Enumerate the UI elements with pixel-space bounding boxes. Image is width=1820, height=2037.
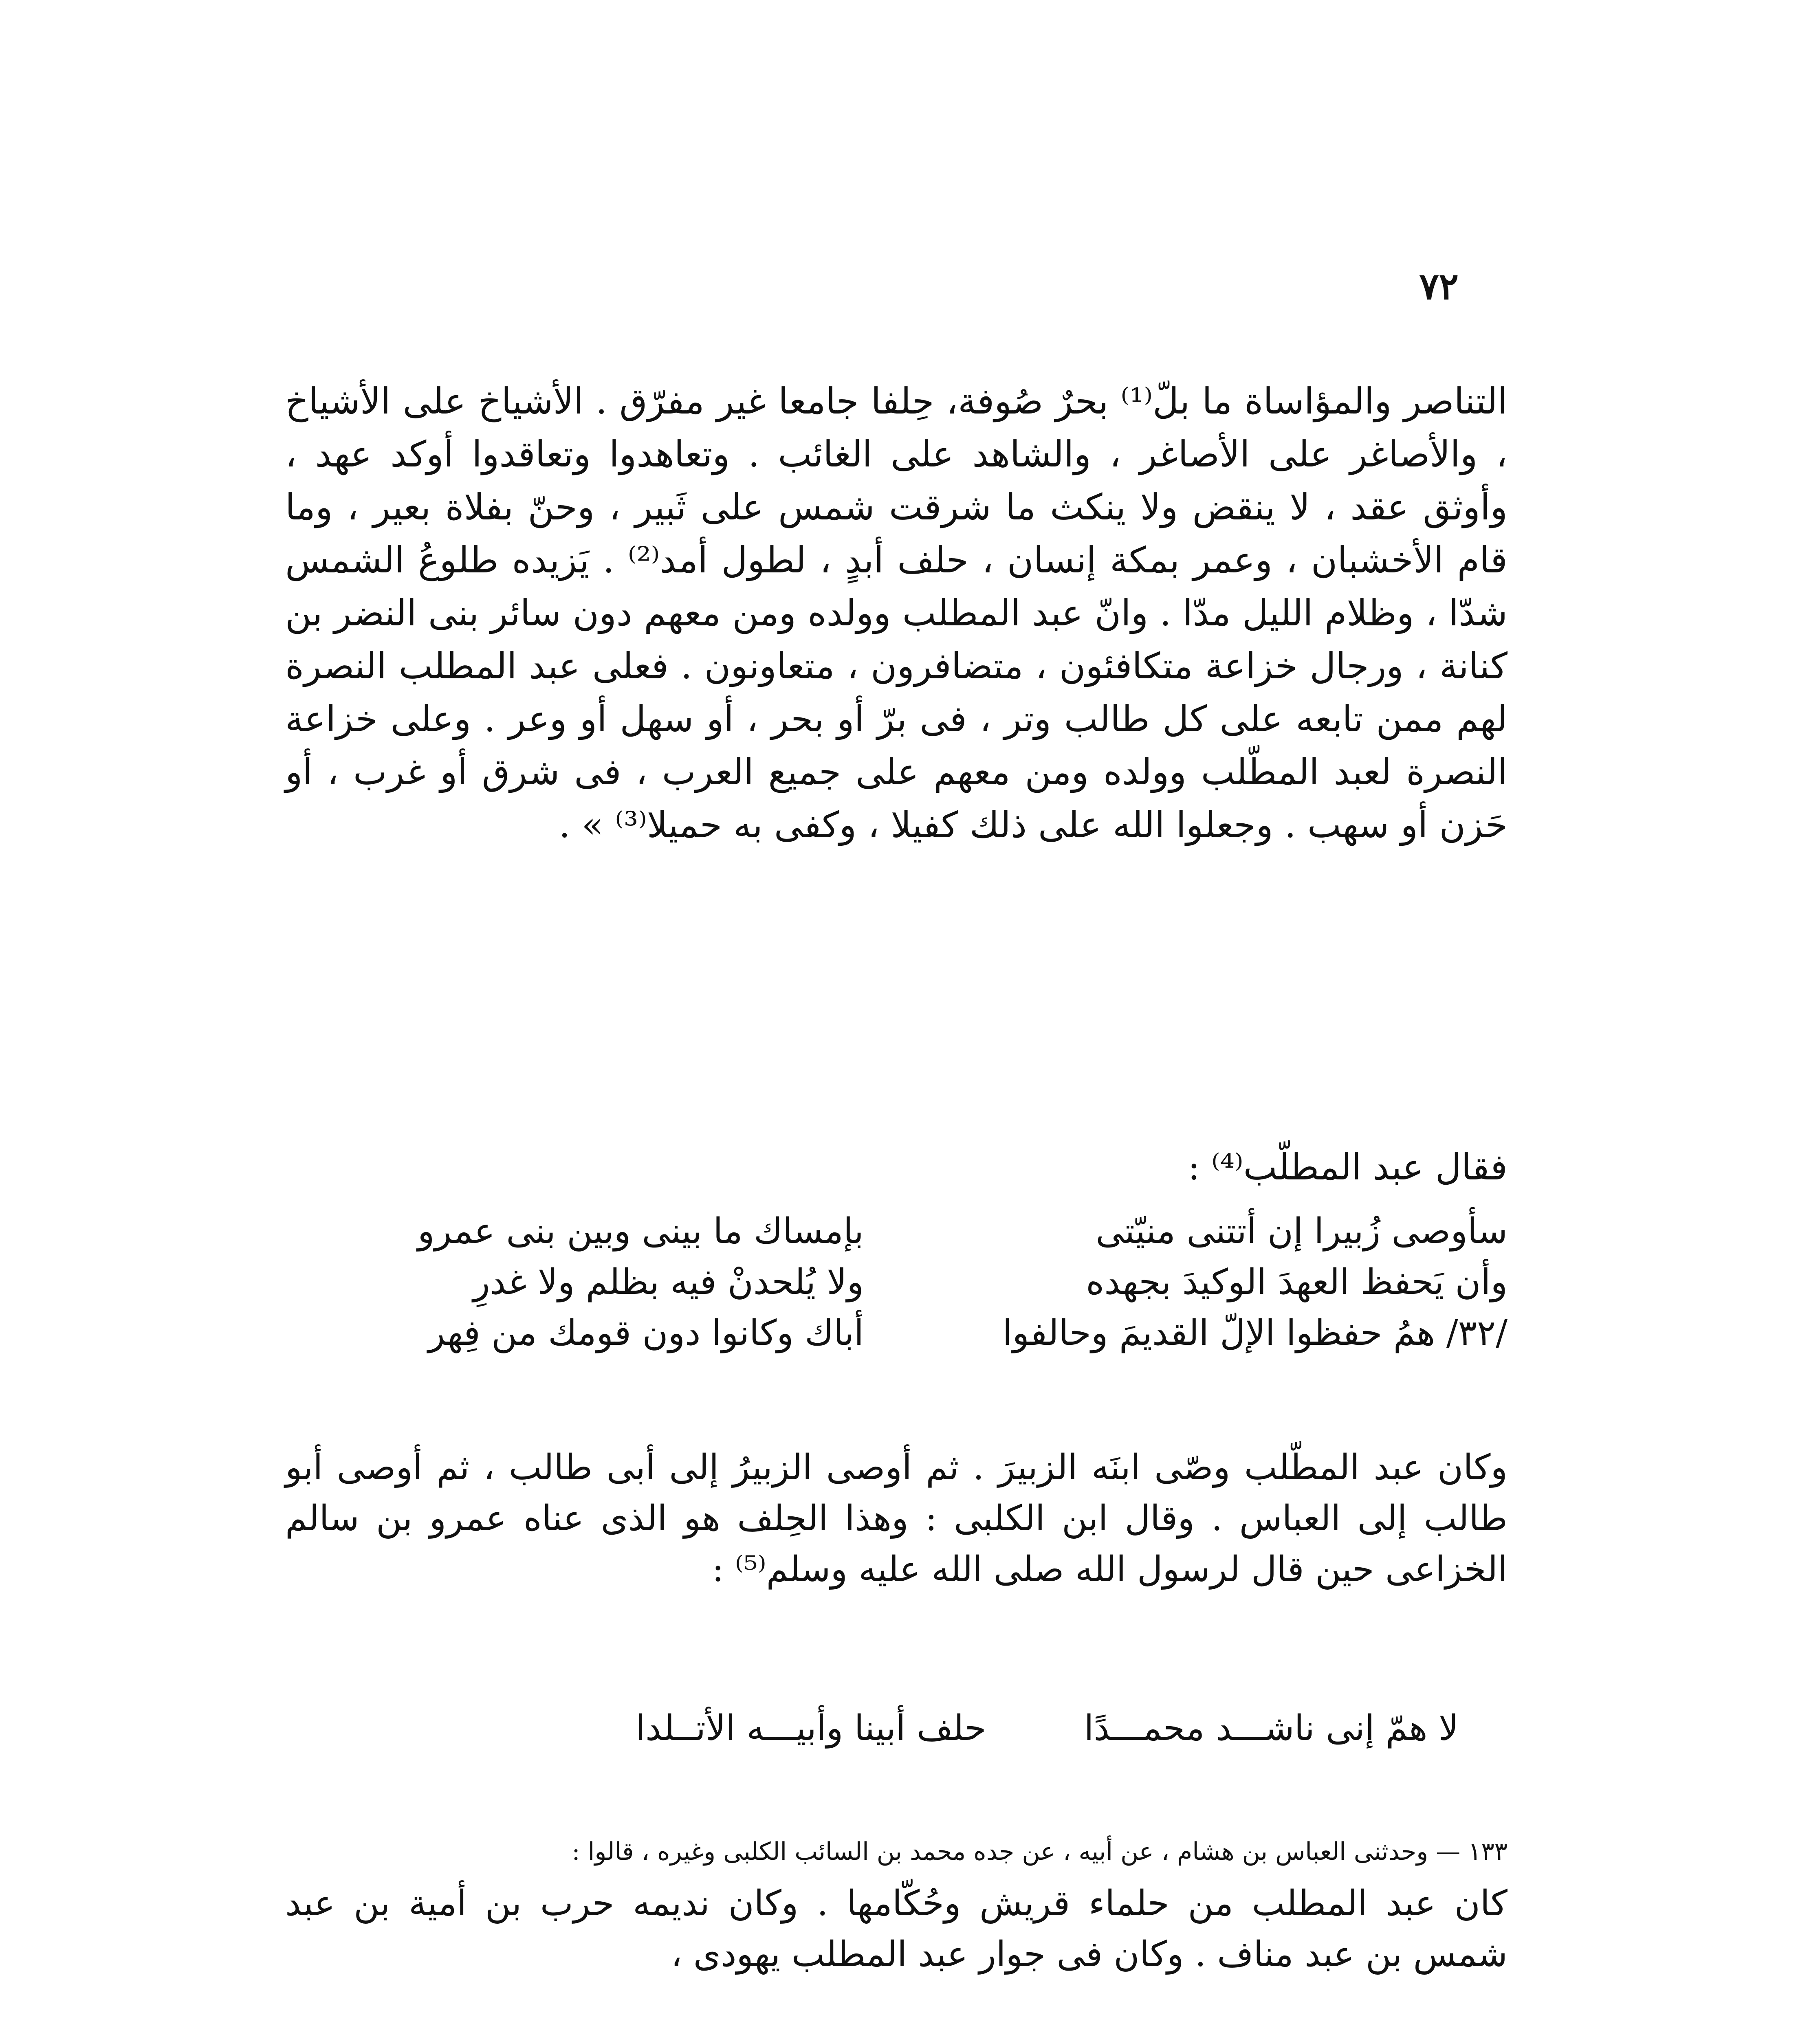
poem-verse (285, 1257, 1507, 1308)
poem-verse (285, 1206, 1507, 1257)
report-paragraph-text: كان عبد المطلب من حلماء قريش وحُكّامها . وكان نديمه حرب بن أمية بن عبد شمس بن عبد مناف . وكان فى جوار عبد المطلب يهودى ، (285, 1883, 1507, 1975)
report-paragraph (285, 1878, 1507, 1980)
rajaz-first-half: لا همّ إنى ناشـــد محمـــدًا (1084, 1708, 1459, 1749)
rajaz-second-half: حلف أبينا وأبيـــه الأتــلدا (636, 1708, 986, 1749)
after-poem-paragraph (285, 1442, 1507, 1595)
opening-paragraph (285, 375, 1507, 851)
poem (285, 1206, 1507, 1359)
opening-paragraph-text: التناصر والمؤاساة ما بلّ⁽¹⁾ بحرٌ صُوفة، حِلفا جامعا غير مفرّق . الأشياخ على الأشياخ ، والأصاغر على الأصاغر ، والشاهد على الغائب . وتعاهدوا وتعاقدوا أوكد عهد ، وأوثق عقد ، لا ينقض ولا ينكث ما شرقت شمس على ثَبير ، وحنّ بفلاة بعير ، وما قام الأخشبان ، وعمر بمكة إنسان ، حلف أبدٍ ، لطول أمد⁽²⁾ . يَزيده طلوعُ الشمس شدّا ، وظلام الليل مدّا . وانّ عبد المطلب وولده ومن معهم دون سائر بنى النضر بن كنانة ، ورجال خزاعة متكافئون ، متضافرون ، متعاونون . فعلى عبد المطلب النصرة لهم ممن تابعه على كل طالب وتر ، فى برّ أو بحر ، أو سهل أو وعر . وعلى خزاعة النصرة لعبد المطّلب وولده ومن معهم على جميع العرب ، فى شرق أو غرب ، أو حَزن أو سهب . وجعلوا الله على ذلك كفيلا ، وكفى به حميلا⁽³⁾ » . (285, 380, 1508, 846)
verse-first-hemistich: وأن يَحفظ العهدَ الوكيدَ بجهده (1086, 1262, 1507, 1302)
poem-verse (285, 1308, 1507, 1359)
verse-second-hemistich: ولا يُلحدنْ فيه بظلم ولا غدرِ (473, 1262, 864, 1302)
report-isnad: ١٣٣ — وحدثنى العباس بن هشام ، عن أبيه ، عن جده محمد بن السائب الكلبى وغيره ، قالوا : (572, 1837, 1507, 1866)
verse-first-hemistich: /٣٢/ همُ حفظوا الإلّ القديمَ وحالفوا (1002, 1313, 1507, 1353)
after-poem-paragraph-text: وكان عبد المطّلب وصّى ابنَه الزبيرَ . ثم أوصى الزبيرُ إلى أبى طالب ، ثم أوصى أبو طالب إلى العباس . وقال ابن الكلبى : وهذا الحِلف هو الذى عناه عمرو بن سالم الخزاعى حين قال لرسول الله صلى الله عليه وسلم⁽⁵⁾ : (285, 1447, 1507, 1590)
verse-second-hemistich: بإمساك ما بينى وبين بنى عمرو (418, 1211, 864, 1252)
page-number: ٧٢ (1419, 265, 1459, 308)
rajaz-verse (285, 1703, 1507, 1754)
verse-first-hemistich: سأوصى زُبيرا إن أتتنى منيّتى (1096, 1211, 1507, 1252)
verse-second-hemistich: أباك وكانوا دون قومك من فِهر (428, 1313, 864, 1353)
poem-intro: فقال عبد المطلّب⁽⁴⁾ : (1188, 1146, 1507, 1188)
